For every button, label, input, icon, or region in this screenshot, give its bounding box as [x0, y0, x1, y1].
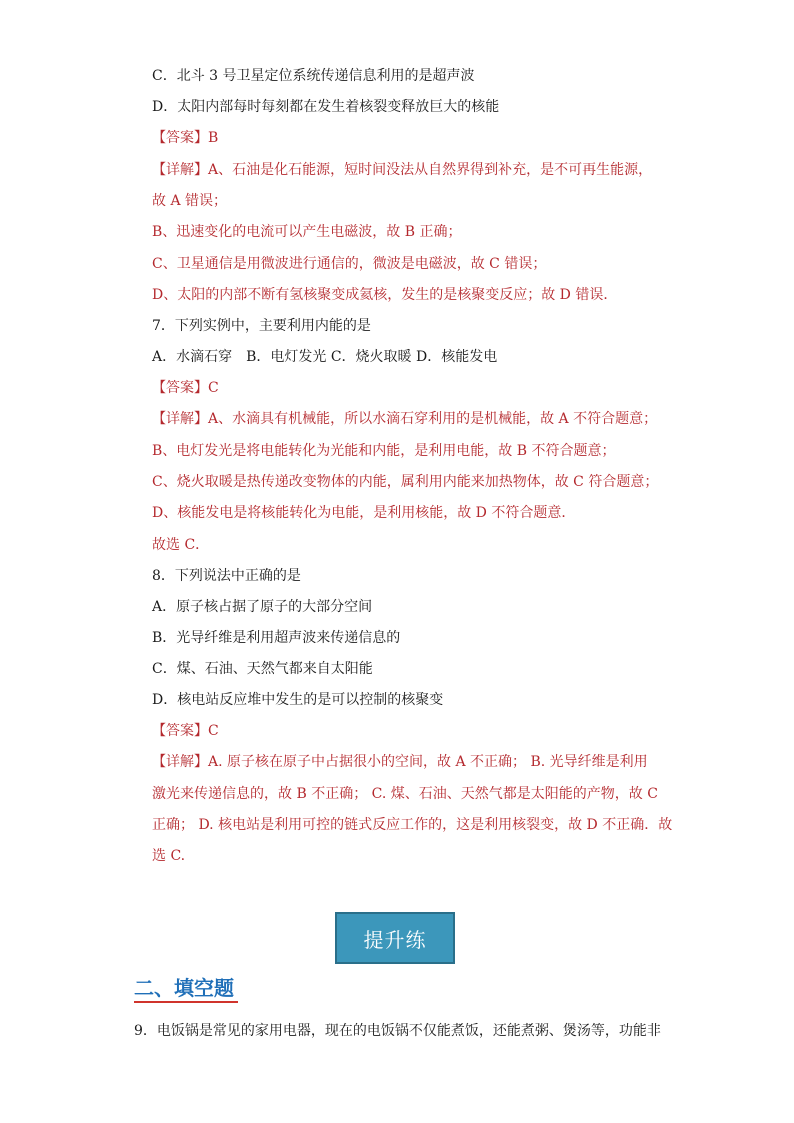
line-text: C — [208, 380, 219, 396]
line-text: C、烧火取暖是热传递改变物体的内能，属利用内能来加热物体，故 C 符合题意； — [152, 474, 659, 490]
line-text: 故 A 错误； — [152, 193, 228, 209]
line-text: 故选 C． — [152, 537, 210, 553]
line-text: B、迅速变化的电流可以产生电磁波，故 B 正确； — [152, 224, 462, 240]
line-tag: 【详解】 — [152, 411, 208, 427]
text-line — [152, 846, 185, 866]
practice-banner — [335, 912, 455, 964]
line-text: 7．下列实例中，主要利用内能的是 — [152, 318, 371, 334]
line-text: A. 原子核在原子中占据很小的空间，故 A 不正确； B. 光导纤维是利用 — [208, 754, 648, 770]
text-line — [152, 566, 301, 586]
line-text: 选 C. — [152, 848, 186, 864]
text-line — [152, 285, 617, 305]
line-text: A、水滴具有机械能，所以水滴石穿利用的是机械能，故 A 不符合题意； — [208, 411, 658, 427]
section-heading: 二、填空题 — [134, 976, 234, 1000]
line-text: C — [208, 723, 219, 739]
text-line — [152, 597, 372, 617]
text-line — [152, 191, 227, 211]
text-line — [152, 316, 371, 336]
text-line — [152, 690, 443, 710]
line-text: B．光导纤维是利用超声波来传递信息的 — [152, 630, 401, 646]
line-text: B、电灯发光是将电能转化为光能和内能，是利用电能，故 B 不符合题意； — [152, 443, 616, 459]
line-text: B — [208, 130, 219, 146]
text-line — [152, 409, 657, 429]
line-tag: 【答案】 — [152, 723, 208, 739]
text-line — [152, 222, 461, 242]
line-text: D、核能发电是将核能转化为电能，是利用核能，故 D 不符合题意． — [152, 505, 576, 521]
line-tag: 【答案】 — [152, 380, 208, 396]
line-tag: 【详解】 — [152, 162, 208, 178]
text-line — [152, 347, 497, 367]
section-underline — [134, 1001, 238, 1003]
text-line — [152, 472, 658, 492]
text-line — [152, 815, 672, 835]
text-line — [152, 503, 575, 523]
line-text: A．原子核占据了原子的大部分空间 — [152, 599, 373, 615]
text-line — [152, 441, 615, 461]
text-line — [152, 752, 648, 772]
text-line — [152, 628, 400, 648]
text-line — [152, 535, 209, 555]
text-line — [152, 659, 373, 679]
line-text: D．太阳内部每时每刻都在发生着核裂变释放巨大的核能 — [152, 99, 500, 115]
text-line — [152, 784, 658, 804]
line-text: D、太阳的内部不断有氢核聚变成氦核，发生的是核聚变反应；故 D 错误． — [152, 287, 618, 303]
line-text: D．核电站反应堆中发生的是可以控制的核聚变 — [152, 692, 444, 708]
line-tag: 【详解】 — [152, 754, 208, 770]
line-text: 正确； D. 核电站是利用可控的链式反应工作的，这是利用核裂变，故 D 不正确．故 — [152, 817, 673, 833]
line-text: 8．下列说法中正确的是 — [152, 568, 301, 584]
line-text: C．煤、石油、天然气都来自太阳能 — [152, 661, 373, 677]
banner-label: 提升练 — [363, 927, 427, 952]
line-text: A、石油是化石能源，短时间没法从自然界得到补充，是不可再生能源， — [208, 162, 653, 178]
text-line — [152, 66, 475, 86]
question-9-text: 9．电饭锅是常见的家用电器，现在的电饭锅不仅能煮饭，还能煮粥、煲汤等，功能非 — [134, 1023, 661, 1039]
line-text: 激光来传递信息的，故 B 不正确； C. 煤、石油、天然气都是太阳能的产物，故 C — [152, 786, 658, 802]
line-tag: 【答案】 — [152, 130, 208, 146]
text-line — [152, 378, 219, 398]
line-text: A．水滴石穿 B．电灯发光 C．烧火取暖 D．核能发电 — [152, 349, 498, 365]
text-line — [152, 160, 652, 180]
text-line — [152, 254, 546, 274]
line-text: C．北斗 3 号卫星定位系统传递信息利用的是超声波 — [152, 68, 475, 84]
text-line — [152, 97, 499, 117]
text-line — [152, 721, 219, 741]
text-line — [152, 128, 218, 148]
line-text: C、卫星通信是用微波进行通信的，微波是电磁波，故 C 错误； — [152, 256, 547, 272]
